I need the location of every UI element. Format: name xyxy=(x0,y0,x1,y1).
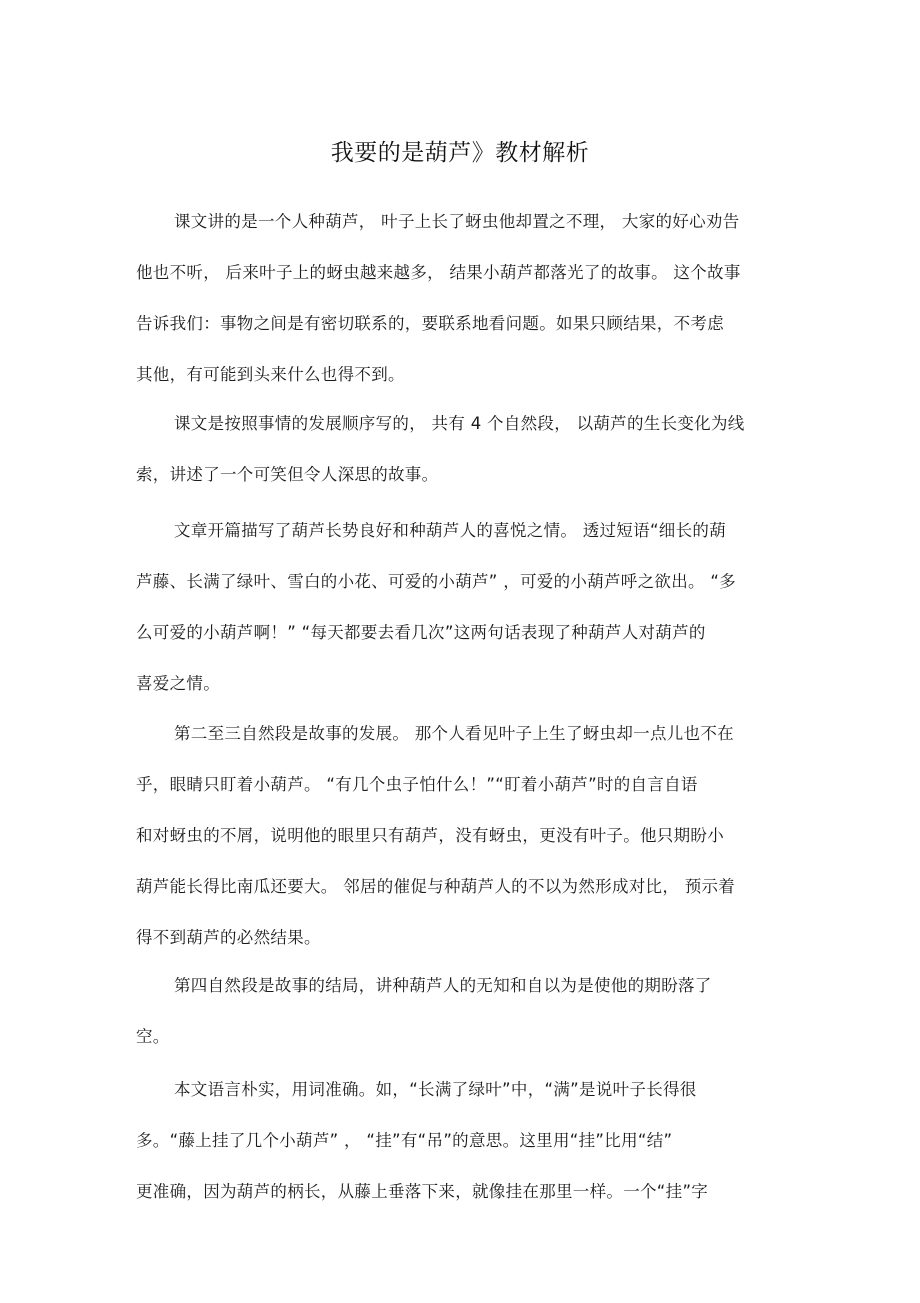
text-line: 更准确，因为葫芦的柄长，从藤上垂落下来，就像挂在那里一样。一个“挂”字 xyxy=(136,1182,709,1201)
text-line: 索，讲述了一个可笑但令人深思的故事。 xyxy=(136,465,439,484)
text-line: 课文是按照事情的发展顺序写的， 共有 4 个自然段， 以葫芦的生长变化为线 xyxy=(174,414,745,433)
text-line: 文章开篇描写了葫芦长势良好和种葫芦人的喜悦之情。 透过短语“细长的葫 xyxy=(174,521,726,540)
text-line: 葫芦能长得比南瓜还要大。 邻居的催促与种葫芦人的不以为然形成对比， 预示着 xyxy=(136,877,736,896)
text-line: 多。“藤上挂了几个小葫芦” ， “挂”有“吊”的意思。这里用“挂”比用“结” xyxy=(136,1131,673,1150)
text-line: 芦藤、长满了绿叶、雪白的小花、可爱的小葫芦” ，可爱的小葫芦呼之欲出。 “多 xyxy=(136,572,736,591)
paragraph-3 xyxy=(136,505,786,709)
paragraph-5 xyxy=(136,960,786,1062)
text-line: 么可爱的小葫芦啊！” “每天都要去看几次”这两句话表现了种葫芦人对葫芦的 xyxy=(136,623,706,642)
text-line: 第二至三自然段是故事的发展。 那个人看见叶子上生了蚜虫却一点儿也不在 xyxy=(174,724,734,743)
text-line: 第四自然段是故事的结局，讲种葫芦人的无知和自以为是使他的期盼落了 xyxy=(174,976,712,995)
text-line: 本文语言朴实，用词准确。如，“长满了绿叶”中，“满”是说叶子长得很 xyxy=(174,1080,697,1099)
text-line: 乎，眼睛只盯着小葫芦。 “有几个虫子怕什么！”“盯着小葫芦”时的自言自语 xyxy=(136,775,698,794)
text-line: 其他，有可能到头来什么也得不到。 xyxy=(136,365,405,384)
text-line: 空。 xyxy=(136,1027,170,1046)
paragraph-2 xyxy=(136,398,786,500)
paragraph-6 xyxy=(136,1064,786,1217)
text-line: 他也不听， 后来叶子上的蚜虫越来越多， 结果小葫芦都落光了的故事。 这个故事 xyxy=(136,263,741,282)
paragraph-1 xyxy=(136,196,786,400)
text-line: 和对蚜虫的不屑，说明他的眼里只有葫芦，没有蚜虫，更没有叶子。他只期盼小 xyxy=(136,826,724,845)
text-line: 告诉我们：事物之间是有密切联系的，要联系地看问题。如果只顾结果，不考虑 xyxy=(136,314,724,333)
text-line: 课文讲的是一个人种葫芦， 叶子上长了蚜虫他却置之不理， 大家的好心劝告 xyxy=(174,212,740,231)
paragraph-4 xyxy=(136,708,786,963)
text-line: 喜爱之情。 xyxy=(136,674,220,693)
text-line: 得不到葫芦的必然结果。 xyxy=(136,928,321,947)
document-title: 我要的是葫芦》教材解析 xyxy=(330,140,590,166)
